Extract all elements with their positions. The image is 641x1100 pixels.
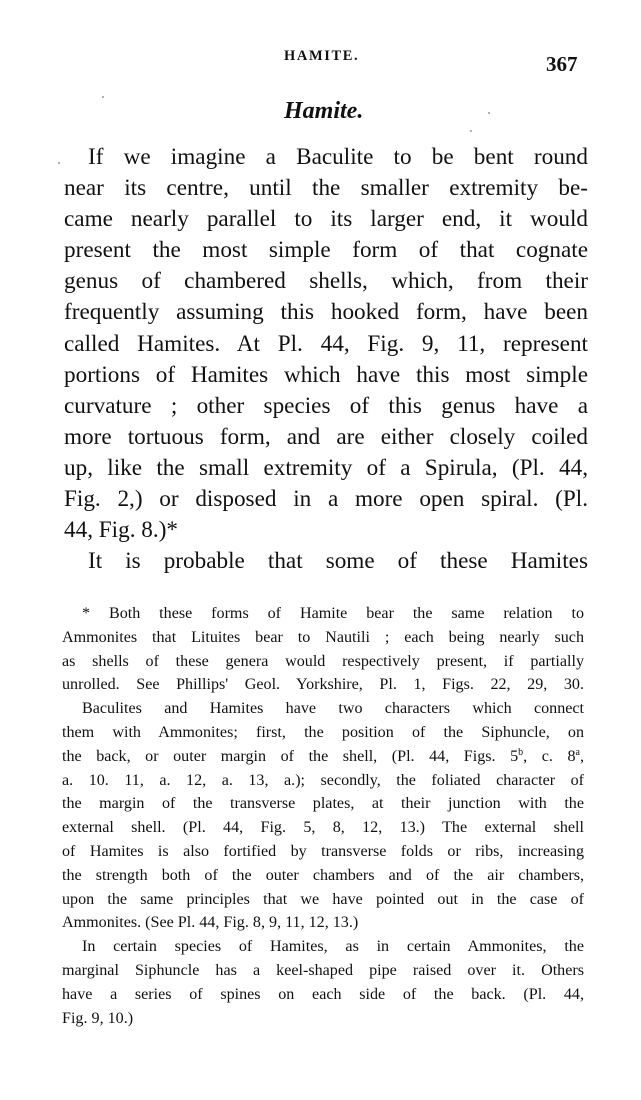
- footnote-line: external shell. (Pl. 44, Fig. 5, 8, 12, 13.) The external shell: [62, 819, 584, 837]
- footnote-line: the strength both of the outer chambers and of the air chambers,: [62, 866, 584, 884]
- footnote-line: marginal Siphuncle has a keel-shaped pipe raised over it. Others: [62, 961, 584, 979]
- body-line: Fig. 2,) or disposed in a more open spiral. (Pl.: [64, 486, 588, 513]
- footnote-line-last: Fig. 9, 10.): [62, 1009, 134, 1027]
- body-line: frequently assuming this hooked form, have been: [64, 299, 588, 326]
- body-line: up, like the small extremity of a Spirula, (Pl. 44,: [64, 454, 588, 481]
- footnote-line: unrolled. See Phillips' Geol. Yorkshire, Pl. 1, Figs. 22, 29, 30.: [62, 676, 584, 694]
- body-line: near its centre, until the smaller extremity be-: [64, 175, 588, 202]
- footnote-line-text: the back, or outer margin of the shell, (Pl. 44, Figs. 5: [62, 747, 519, 765]
- footnotes: [62, 602, 584, 1030]
- print-speckle: [102, 96, 104, 98]
- body-line: If we imagine a Baculite to be bent round: [88, 144, 588, 170]
- footnote-line-with-refs: [62, 745, 584, 769]
- footnote-line: have a series of spines on each side of the back. (Pl. 44,: [62, 985, 584, 1003]
- body-line: called Hamites. At Pl. 44, Fig. 9, 11, represent: [64, 330, 588, 357]
- main-body: [64, 142, 588, 577]
- footnote-line: them with Ammonites; first, the position of the Siphuncle, on: [62, 723, 584, 741]
- print-speckle: [470, 130, 472, 132]
- section-title: Hamite.: [284, 98, 364, 124]
- footnote-line: a. 10. 11, a. 12, a. 13, a.); secondly, the foliated character of: [62, 771, 584, 789]
- figure-ref-end: ,: [579, 747, 584, 765]
- body-line: genus of chambered shells, which, from their: [64, 268, 588, 295]
- page-number: 367: [546, 52, 578, 76]
- superscript-a: a: [575, 746, 580, 758]
- footnote-line: Baculites and Hamites have two characters which connect: [82, 700, 584, 718]
- footnote-line: as shells of these genera would respectively present, if partially: [62, 652, 584, 670]
- superscript-b: b: [518, 746, 524, 758]
- footnote-line: the margin of the transverse plates, at their junction with the: [62, 795, 584, 813]
- body-line: It is probable that some of these Hamites: [88, 548, 588, 575]
- footnote-line: of Hamites is also fortified by transverse folds or ribs, increasing: [62, 842, 584, 860]
- footnote-line: Ammonites that Lituites bear to Nautili ; each being nearly such: [62, 628, 584, 646]
- footnote-line-last: Ammonites. (See Pl. 44, Fig. 8, 9, 11, 12, 13.): [62, 914, 359, 932]
- body-line: more tortuous form, and are either closely coiled: [64, 423, 588, 450]
- figure-ref-text: , c. 8: [523, 747, 576, 765]
- footnote-line: * Both these forms of Hamite bear the same relation to: [82, 605, 584, 622]
- body-line: present the most simple form of that cognate: [64, 237, 588, 264]
- footnote-line: In certain species of Hamites, as in certain Ammonites, the: [82, 938, 584, 956]
- body-line-last: 44, Fig. 8.)*: [64, 517, 179, 544]
- body-line: came nearly parallel to its larger end, it would: [64, 206, 588, 233]
- running-head: HAMITE.: [284, 48, 360, 64]
- print-speckle: [58, 162, 60, 164]
- footnote-line: upon the same principles that we have pointed out in the case of: [62, 890, 584, 908]
- body-line: portions of Hamites which have this most simple: [64, 361, 588, 388]
- body-line: curvature ; other species of this genus have a: [64, 392, 588, 419]
- print-speckle: [488, 112, 490, 114]
